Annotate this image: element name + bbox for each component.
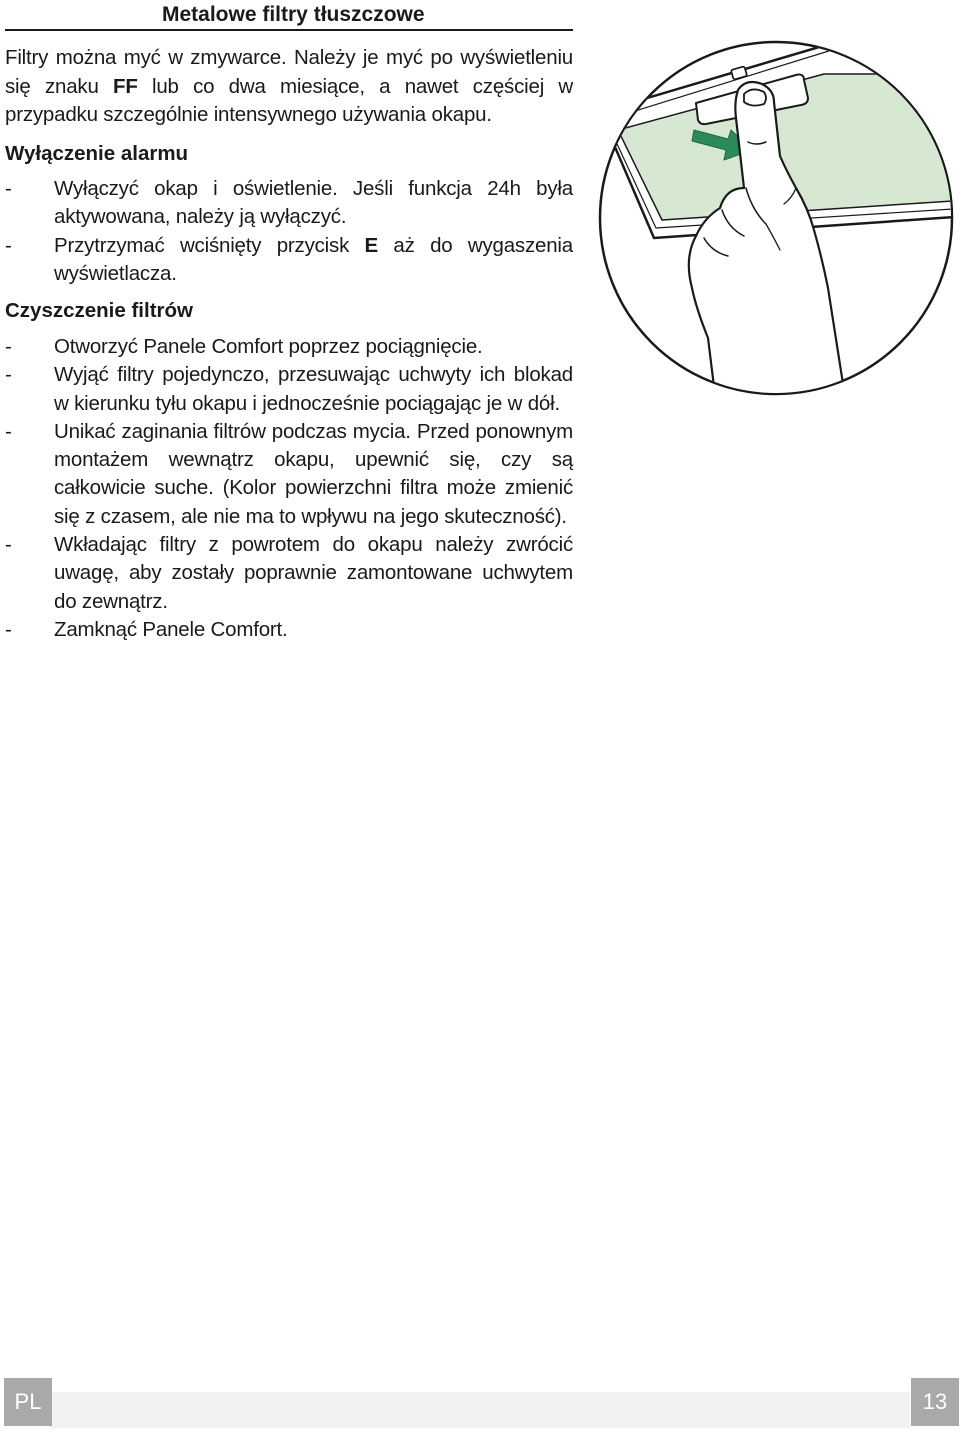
- list-item: - Wyjąć filtry pojedynczo, przesuwając uchwyty ich blokad w kierunku tyłu okapu i jednocześnie pociągając je w dół.: [5, 363, 573, 415]
- cleaning-list: [5, 333, 573, 644]
- alarm-subheading: Wyłączenie alarmu: [5, 142, 189, 165]
- language-tag: PL: [4, 1378, 52, 1426]
- list-item: - Unikać zaginania filtrów podczas mycia. Przed ponownym montażem wewnątrz okapu, upewnić się, czy są całkowicie suche. (Kolor powierzchni filtra może zmienić się z czasem, ale nie ma to wpływu na jego skuteczność).: [5, 419, 573, 528]
- section-heading: Metalowe filtry tłuszczowe: [5, 0, 573, 31]
- alarm-list: [5, 175, 573, 288]
- list-item: - Wyłączyć okap i oświetlenie. Jeśli funkcja 24h była aktywowana, należy ją wyłączyć.: [5, 177, 573, 229]
- cleaning-subheading: Czyszczenie filtrów: [5, 299, 193, 322]
- list-item: - Otworzyć Panele Comfort poprzez pociągnięcie.: [5, 335, 483, 358]
- list-item: - Wkładając filtry z powrotem do okapu należy zwrócić uwagę, aby zostały poprawnie zamontowane uchwytem do zewnątrz.: [5, 533, 573, 613]
- list-item: - Zamknąć Panele Comfort.: [5, 617, 288, 641]
- list-item: - Przytrzymać wciśnięty przycisk E aż do wygaszenia wyświetlacza.: [5, 233, 573, 285]
- intro-paragraph: Filtry można myć w zmywarce. Należy je myć po wyświetleniu się znaku FF lub co dwa miesiące, a nawet częściej w przypadku szczególnie intensywnego używania okapu.: [5, 46, 573, 126]
- e-button-label: E: [364, 233, 379, 257]
- page-number: 13: [911, 1378, 959, 1426]
- hand-pressing-filter-latch-icon: [596, 38, 956, 398]
- footer-bar: [50, 1392, 910, 1428]
- ff-code: FF: [113, 74, 138, 98]
